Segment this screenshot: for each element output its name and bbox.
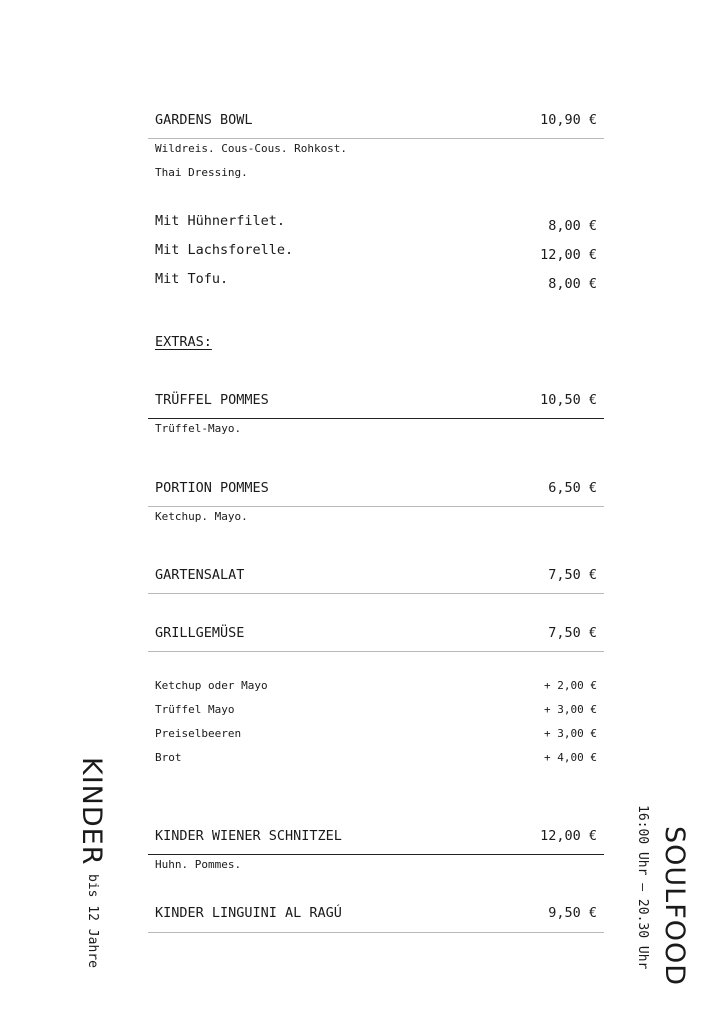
kinder-age-note: bis 12 Jahre [85, 874, 100, 968]
kinder-item-name: KINDER LINGUINI AL RAGÚ [155, 905, 342, 921]
addon-label: Brot [155, 751, 182, 764]
kinder-item-description: Huhn. Pommes. [155, 858, 242, 871]
addon-label: Trüffel Mayo [155, 703, 235, 716]
addon-label: Ketchup oder Mayo [155, 679, 268, 692]
kinder-item-name: KINDER WIENER SCHNITZEL [155, 828, 342, 844]
soulfood-section-title: SOULFOOD [659, 826, 690, 987]
bowl-option-price: 12,00 € [540, 247, 597, 263]
divider [148, 138, 604, 139]
divider [148, 651, 604, 652]
extra-item-price: 10,50 € [540, 392, 597, 408]
divider [148, 854, 604, 855]
divider [148, 932, 604, 933]
gardens-bowl-description: Wildreis. Cous-Cous. Rohkost. [155, 142, 348, 155]
kinder-item-price: 12,00 € [540, 828, 597, 844]
gardens-bowl-price: 10,90 € [540, 112, 597, 128]
extras-heading: EXTRAS: [155, 334, 212, 350]
bowl-option-price: 8,00 € [548, 218, 597, 234]
extra-item-name: TRÜFFEL POMMES [155, 392, 269, 408]
addon-label: Preiselbeeren [155, 727, 242, 740]
extra-item-name: GRILLGEMÜSE [155, 625, 245, 641]
addon-price: + 3,00 € [544, 727, 597, 740]
gardens-bowl-name: GARDENS BOWL [155, 112, 253, 128]
addon-price: + 4,00 € [544, 751, 597, 764]
bowl-option-price: 8,00 € [548, 276, 597, 292]
extra-item-description: Trüffel-Mayo. [155, 422, 242, 435]
extra-item-description: Ketchup. Mayo. [155, 510, 248, 523]
divider [148, 418, 604, 419]
soulfood-hours: 16:00 Uhr – 20.30 Uhr [635, 805, 650, 970]
extra-item-price: 6,50 € [548, 480, 597, 496]
addon-price: + 3,00 € [544, 703, 597, 716]
kinder-section-title: KINDER [76, 757, 107, 866]
extra-item-name: PORTION POMMES [155, 480, 269, 496]
extra-item-price: 7,50 € [548, 625, 597, 641]
bowl-option-label: Mit Tofu. [155, 271, 229, 287]
divider [148, 593, 604, 594]
bowl-option-label: Mit Hühnerfilet. [155, 213, 286, 229]
extra-item-name: GARTENSALAT [155, 567, 245, 583]
divider [148, 506, 604, 507]
addon-price: + 2,00 € [544, 679, 597, 692]
bowl-option-label: Mit Lachsforelle. [155, 242, 294, 258]
kinder-item-price: 9,50 € [548, 905, 597, 921]
extra-item-price: 7,50 € [548, 567, 597, 583]
gardens-bowl-description: Thai Dressing. [155, 166, 248, 179]
